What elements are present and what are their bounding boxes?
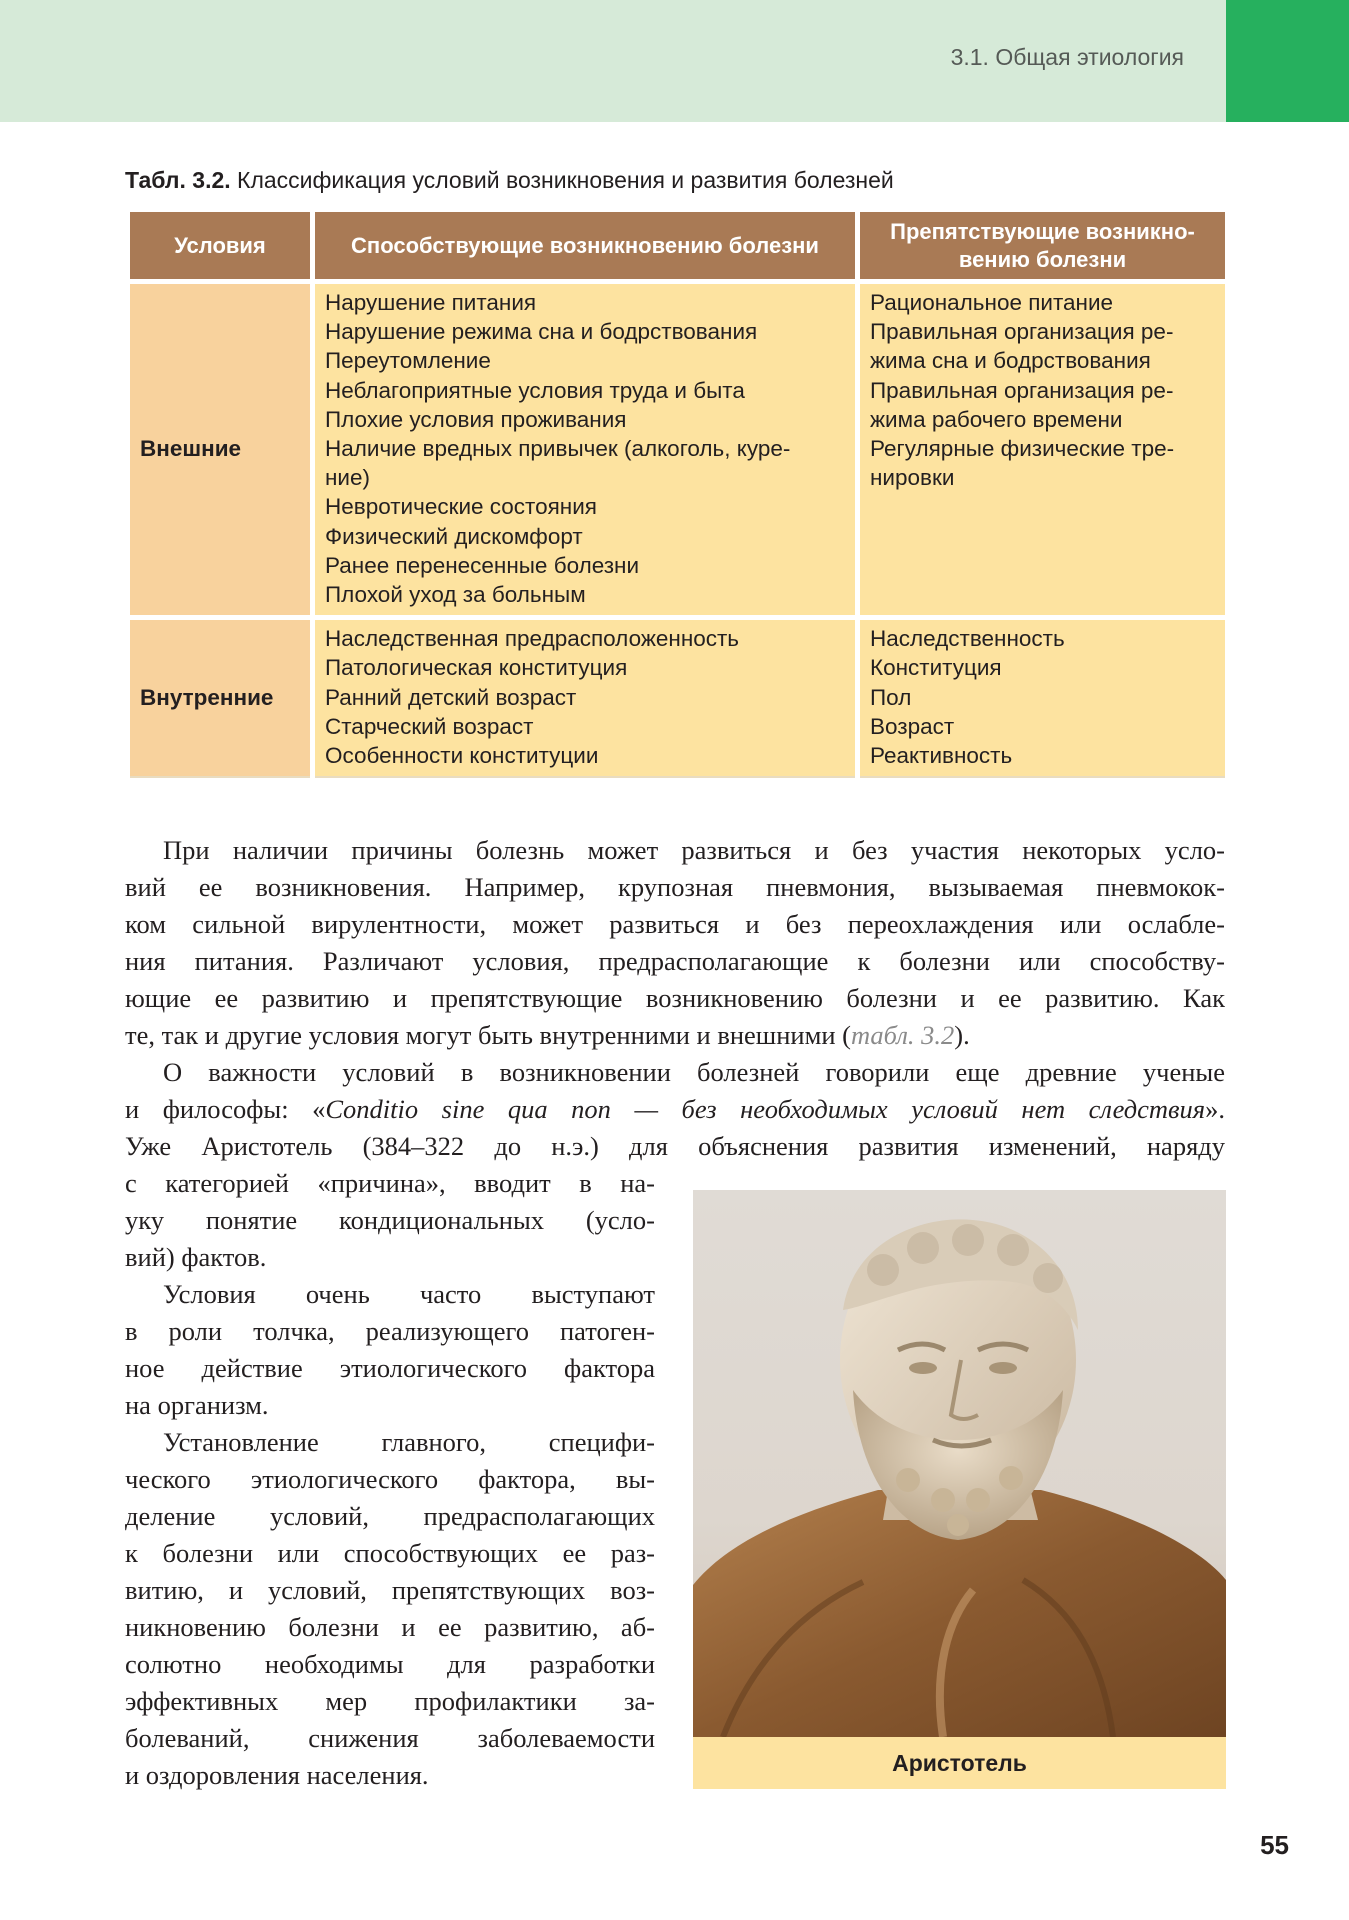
condition-internal: Внутренние	[130, 620, 310, 778]
list-item: Наличие вредных привычек (алкоголь, куре-	[325, 436, 791, 462]
list-item: Неблагоприятные условия труда и быта	[325, 377, 745, 403]
external-preventing-cell	[860, 284, 1225, 620]
list-item: Реактивность	[870, 743, 1013, 769]
text-line: ком сильной вирулентности, может развиться и без переохлаждения или ослабле-	[125, 909, 1225, 939]
text-line: Условия очень часто выступают	[163, 1279, 655, 1309]
list-item: Правильная организация ре-	[870, 319, 1174, 345]
text-line: к болезни или способствующих ее раз-	[125, 1538, 655, 1568]
text-line: витию, и условий, препятствующих воз-	[125, 1575, 655, 1605]
internal-preventing-cell	[860, 620, 1225, 778]
text-line: солютно необходимы для разработки	[125, 1649, 655, 1679]
list-item: ние)	[325, 465, 370, 491]
paragraph-conditions-intro	[125, 832, 1225, 1054]
list-item: Физический дискомфорт	[325, 523, 583, 549]
list-item: Плохой уход за больным	[325, 582, 586, 608]
list-item: жима сна и бодрствования	[870, 348, 1151, 374]
header-conditions: Условия	[130, 212, 310, 284]
figure-caption: Аристотель	[693, 1737, 1226, 1789]
text-line: на организм.	[125, 1390, 269, 1420]
list-item: Переутомление	[325, 348, 491, 374]
text-line: вий) фактов.	[125, 1242, 267, 1272]
text-fragment: ».	[1205, 1094, 1225, 1124]
text-line: болеваний, снижения заболеваемости	[125, 1723, 655, 1753]
table-reference-link[interactable]: табл. 3.2	[850, 1020, 955, 1050]
text-line: ное действие этиологического фактора	[125, 1353, 655, 1383]
list-item: Наследственность	[870, 626, 1065, 652]
text-line: с категорией «причина», вводит в на-	[125, 1168, 655, 1198]
table-caption-label: Табл. 3.2.	[125, 167, 231, 193]
header-promoting: Способствующие возникновению болезни	[315, 212, 855, 284]
text-line: Установление главного, специфи-	[163, 1427, 655, 1457]
text-line: О важности условий в возникновении болезней говорили еще древние ученые	[163, 1057, 1225, 1087]
text-line: и оздоровления населения.	[125, 1760, 429, 1790]
list-item: Невротические состояния	[325, 494, 597, 520]
table-caption-text: Классификация условий возникновения и развития болезней	[237, 167, 894, 193]
internal-promoting-cell	[315, 620, 855, 778]
text-fragment: и философы: «	[125, 1094, 326, 1124]
list-item: Особенности конституции	[325, 743, 599, 769]
header-accent-block	[1226, 0, 1349, 122]
list-item: Нарушение питания	[325, 290, 537, 315]
table-row	[130, 620, 1225, 778]
aristotle-bust-icon	[693, 1190, 1226, 1737]
list-item: Пол	[870, 684, 912, 710]
text-line	[125, 1091, 1225, 1128]
list-item: Правильная организация ре-	[870, 377, 1174, 403]
list-item: Конституция	[870, 655, 1002, 681]
list-item: Рациональное питание	[870, 290, 1114, 315]
text-line: уку понятие кондициональных (усло-	[125, 1205, 655, 1235]
header-preventing-line: вению болезни	[958, 246, 1127, 272]
text-line	[125, 1017, 1225, 1054]
list-item: Нарушение режима сна и бодрствования	[325, 319, 758, 345]
list-item: нировки	[870, 465, 955, 491]
text-line: ния питания. Различают условия, предрасполагающие к болезни или способству-	[125, 946, 1225, 976]
text-line: вий ее возникновения. Например, крупозная пневмония, вызываемая пневмокок-	[125, 872, 1225, 902]
list-item: Ранний детский возраст	[325, 684, 577, 710]
text-line: эффективных мер профилактики за-	[125, 1686, 655, 1716]
running-head: 3.1. Общая этиология	[950, 44, 1184, 70]
condition-external: Внешние	[130, 284, 310, 620]
list-item: жима рабочего времени	[870, 406, 1123, 432]
latin-quote: Conditio sine qua non — без необходимых условий нет следствия	[325, 1094, 1206, 1124]
list-item: Патологическая конституция	[325, 655, 628, 681]
text-line: в роли толчка, реализующего патоген-	[125, 1316, 655, 1346]
aristotle-bust-image	[693, 1190, 1226, 1737]
header-preventing	[860, 212, 1225, 284]
table-row	[130, 284, 1225, 620]
text-fragment: ).	[954, 1020, 970, 1050]
list-item: Старческий возраст	[325, 713, 534, 739]
list-item: Регулярные физические тре-	[870, 436, 1175, 462]
table-caption	[125, 167, 894, 194]
paragraph-importance	[125, 1054, 1225, 1165]
list-item: Возраст	[870, 713, 955, 739]
conditions-table	[125, 212, 1230, 778]
list-item: Плохие условия проживания	[325, 406, 627, 432]
paragraph-narrow-column	[125, 1165, 655, 1794]
text-line: ющие ее развитию и препятствующие возникновению болезни и ее развитию. Как	[125, 983, 1225, 1013]
list-item: Наследственная предрасположенность	[325, 626, 740, 652]
page-number: 55	[1260, 1830, 1289, 1860]
text-fragment: те, так и другие условия могут быть внутренними и внешними (	[125, 1020, 851, 1050]
header-preventing-line: Препятствующие возникно-	[890, 218, 1195, 244]
text-line: никновению болезни и ее развитию, аб-	[125, 1612, 655, 1642]
text-line: При наличии причины болезнь может развиться и без участия некоторых усло-	[163, 835, 1225, 865]
text-line: ческого этиологического фактора, вы-	[125, 1464, 655, 1494]
text-line: Уже Аристотель (384–322 до н.э.) для объяснения развития изменений, наряду	[125, 1131, 1225, 1161]
external-promoting-cell	[315, 284, 855, 620]
list-item: Ранее перенесенные болезни	[325, 552, 640, 578]
text-line: деление условий, предрасполагающих	[125, 1501, 655, 1531]
